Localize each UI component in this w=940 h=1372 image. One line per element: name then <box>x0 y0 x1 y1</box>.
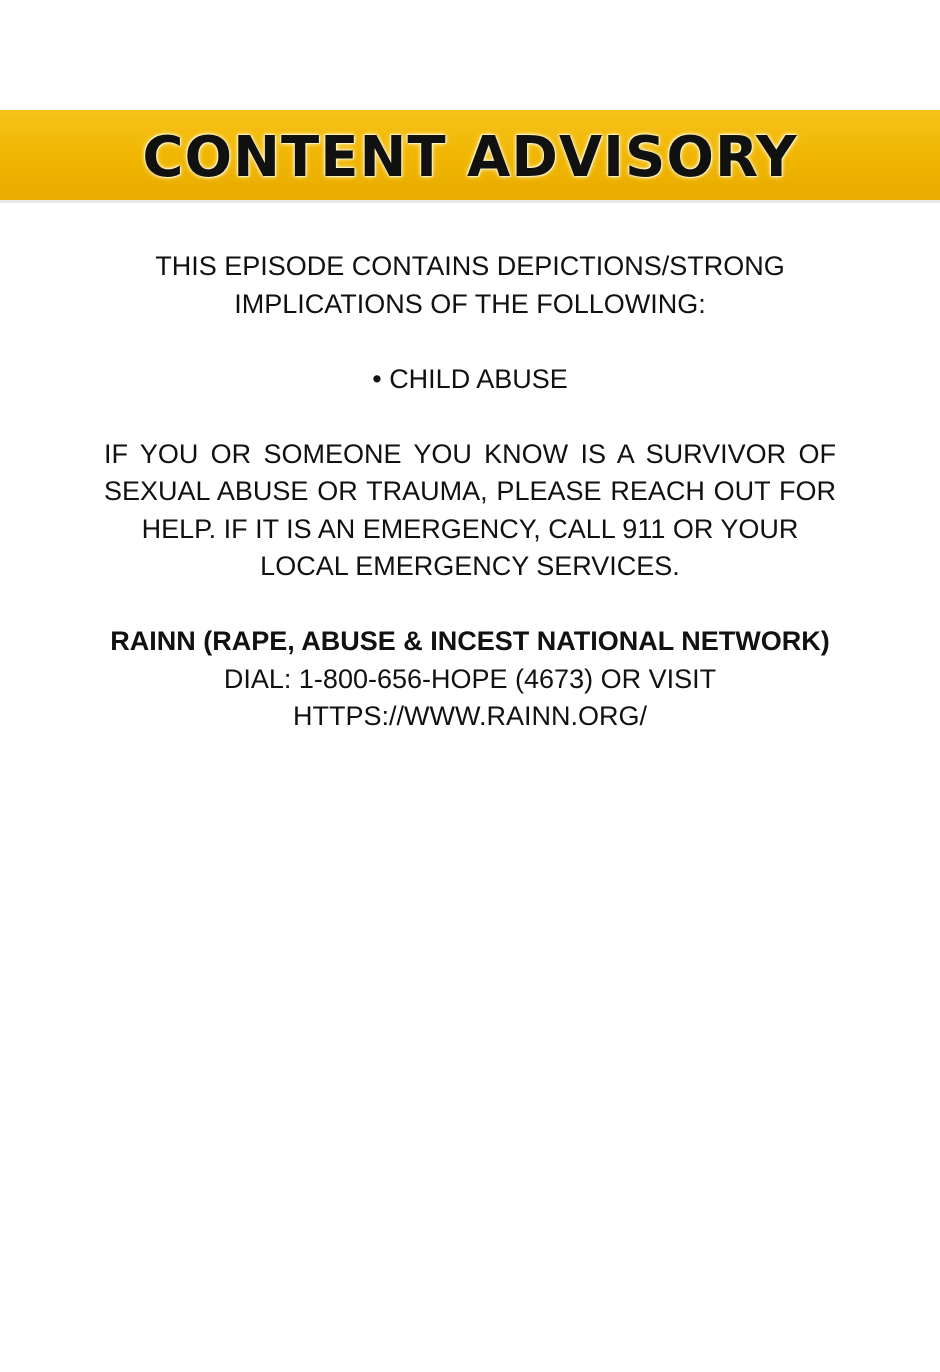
resource-contact: DIAL: 1-800-656-HOPE (4673) OR VISIT <box>223 663 717 694</box>
spacer <box>104 398 836 436</box>
help-line-3: HELP. IF IT IS AN EMERGENCY, CALL 911 OR YOUR <box>141 513 799 544</box>
help-line-1: IF YOU OR SOMEONE YOU KNOW IS A SURVIVOR OF <box>104 438 836 469</box>
resource-name: RAINN (RAPE, ABUSE & INCEST NATIONAL NETWORK) <box>110 626 830 656</box>
advisory-title: CONTENT ADVISORY <box>142 124 798 190</box>
intro-line-1: THIS EPISODE CONTAINS DEPICTIONS/STRONG <box>155 251 785 281</box>
spacer <box>104 323 836 361</box>
spacer <box>104 586 836 624</box>
help-line-4: LOCAL EMERGENCY SERVICES. <box>260 551 680 581</box>
intro-line-2: IMPLICATIONS OF THE FOLLOWING: <box>234 288 706 319</box>
advisory-banner <box>0 110 940 203</box>
help-line-2: SEXUAL ABUSE OR TRAUMA, PLEASE REACH OUT FOR <box>104 476 836 506</box>
resource-url[interactable]: HTTPS://WWW.RAINN.ORG/ <box>293 701 647 731</box>
topic-item-child-abuse: • CHILD ABUSE <box>372 363 568 394</box>
advisory-body <box>104 248 836 736</box>
